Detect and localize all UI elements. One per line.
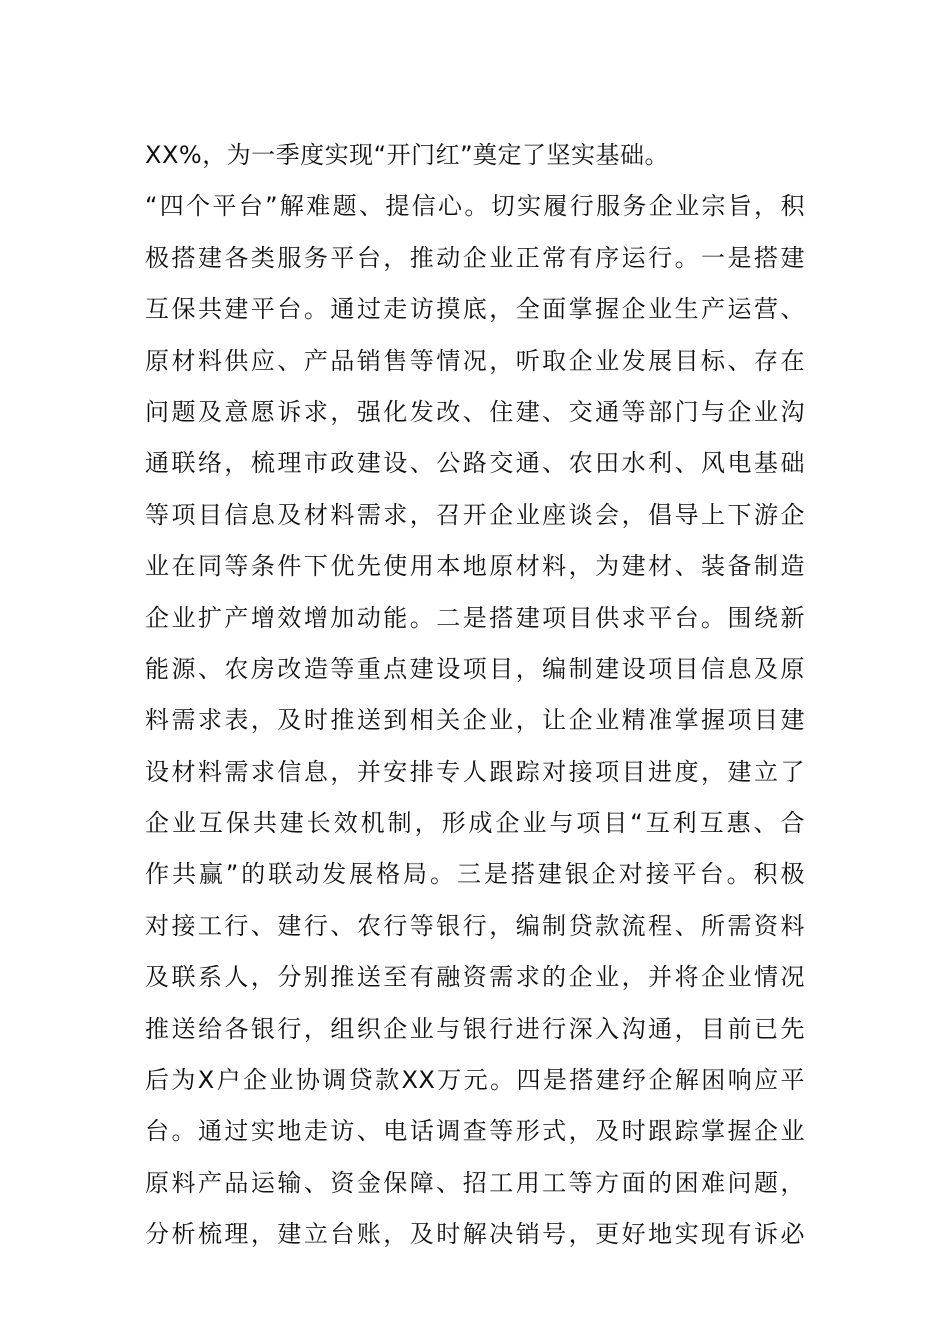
text-line: 通联络，梳理市政建设、公路交通、农田水利、风电基础 bbox=[145, 449, 805, 478]
text-line: 企业互保共建长效机制，形成企业与项目“互利互惠、合 bbox=[145, 809, 805, 838]
body-text bbox=[145, 130, 805, 1261]
text-line: 作共赢”的联动发展格局。三是搭建银企对接平台。积极 bbox=[145, 860, 805, 889]
text-line: 极搭建各类服务平台，推动企业正常有序运行。一是搭建 bbox=[145, 243, 805, 272]
text-line: 台。通过实地走访、电话调查等形式，及时跟踪掌握企业 bbox=[145, 1117, 805, 1146]
text-line: 设材料需求信息，并安排专人跟踪对接项目进度，建立了 bbox=[145, 757, 805, 786]
text-line: 推送给各银行，组织企业与银行进行深入沟通，目前已先 bbox=[145, 1014, 805, 1043]
text-line: 对接工行、建行、农行等银行，编制贷款流程、所需资料 bbox=[145, 911, 805, 940]
text-line: 企业扩产增效增加动能。二是搭建项目供求平台。围绕新 bbox=[145, 603, 805, 632]
text-line: 及联系人，分别推送至有融资需求的企业，并将企业情况 bbox=[145, 963, 805, 992]
text-line: 原材料供应、产品销售等情况，听取企业发展目标、存在 bbox=[145, 346, 805, 375]
text-line: 原料产品运输、资金保障、招工用工等方面的困难问题， bbox=[145, 1168, 805, 1197]
text-line: XX%，为一季度实现“开门红”奠定了坚实基础。 bbox=[145, 141, 670, 169]
text-line: 后为X户企业协调贷款XX万元。四是搭建纾企解困响应平 bbox=[145, 1066, 805, 1095]
text-line: 互保共建平台。通过走访摸底，全面掌握企业生产运营、 bbox=[145, 295, 805, 324]
text-line: 分析梳理，建立台账，及时解决销号，更好地实现有诉必 bbox=[145, 1220, 805, 1249]
text-line: 问题及意愿诉求，强化发改、住建、交通等部门与企业沟 bbox=[145, 397, 805, 426]
text-line: 等项目信息及材料需求，召开企业座谈会，倡导上下游企 bbox=[145, 500, 805, 529]
text-line: 业在同等条件下优先使用本地原材料，为建材、装备制造 bbox=[145, 552, 805, 581]
text-line: 料需求表，及时推送到相关企业，让企业精准掌握项目建 bbox=[145, 706, 805, 735]
text-line: “四个平台”解难题、提信心。切实履行服务企业宗旨，积 bbox=[145, 192, 805, 221]
text-line: 能源、农房改造等重点建设项目，编制建设项目信息及原 bbox=[145, 654, 805, 683]
